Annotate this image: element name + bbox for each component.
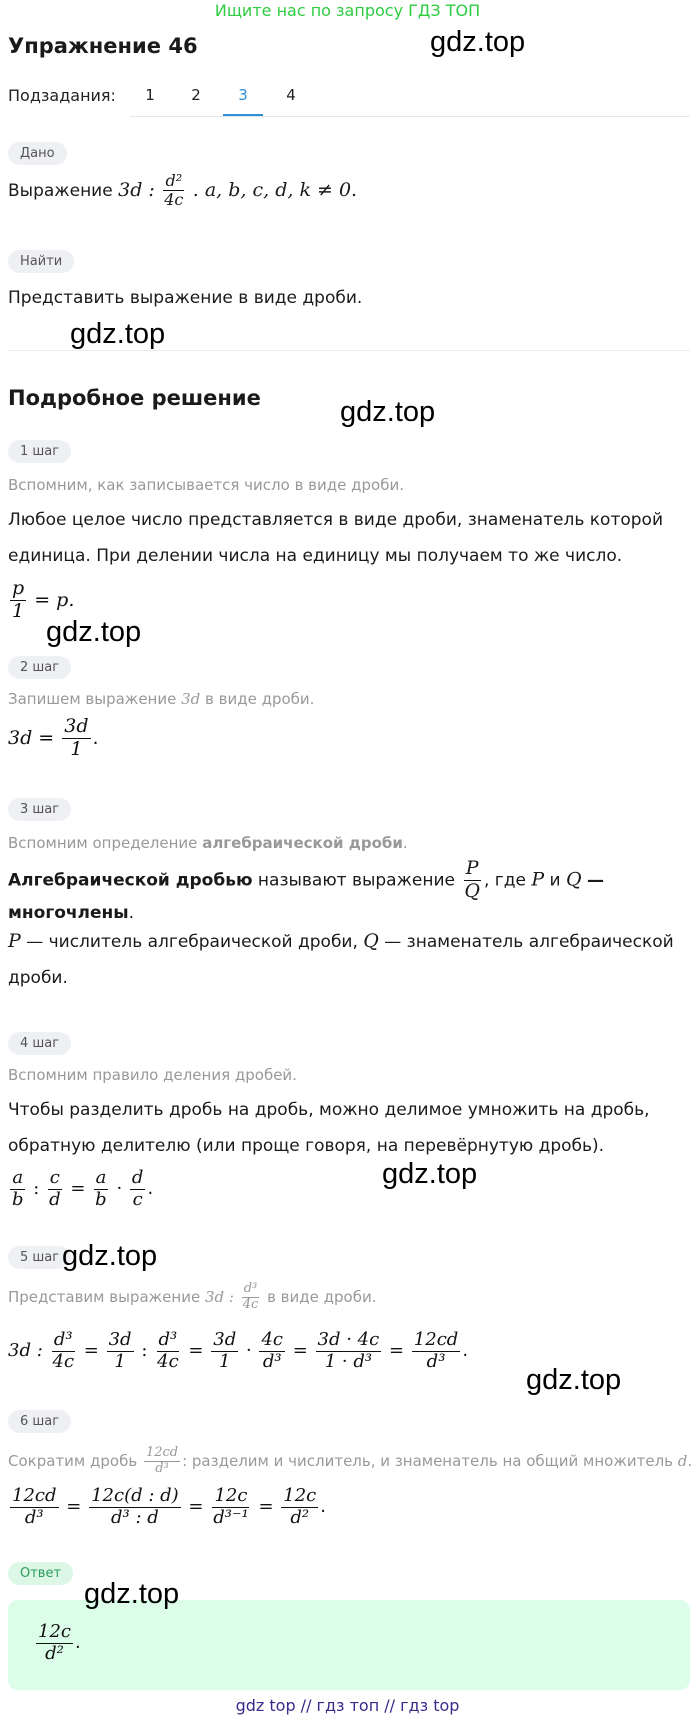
answer-end: . bbox=[75, 1632, 81, 1654]
s6-f3-num: 12c bbox=[214, 1485, 248, 1506]
step-2-fraction bbox=[62, 716, 90, 761]
s6-eq1: = bbox=[66, 1496, 82, 1518]
step-5-hint-fraction bbox=[241, 1282, 261, 1313]
answer-box bbox=[8, 1600, 690, 1690]
step-3-fraction bbox=[462, 858, 482, 903]
answer-chip: Ответ bbox=[8, 1562, 73, 1585]
s5-eq3: = bbox=[292, 1340, 308, 1362]
step-2-dot: . bbox=[92, 726, 99, 749]
s5-op1: : bbox=[141, 1340, 148, 1362]
step-2-den: 1 bbox=[70, 737, 83, 760]
step-3-line2 bbox=[8, 930, 674, 952]
step-6-hint-post: : разделим и числитель, и знаменатель на общий множитель bbox=[182, 1451, 674, 1470]
watermark: gdz.top bbox=[340, 396, 436, 428]
s5-f1-num: d³ bbox=[53, 1329, 73, 1350]
given-frac-den: 4c bbox=[164, 190, 184, 210]
s4-f1 bbox=[10, 1168, 26, 1210]
step-3-line3: дроби. bbox=[8, 968, 68, 988]
s4-f2-num: c bbox=[49, 1167, 60, 1188]
step-3-def-after: , где bbox=[483, 870, 526, 891]
step-3-hint-bold: алгебраической дроби bbox=[202, 834, 403, 852]
tab-1[interactable]: 1 bbox=[145, 86, 155, 104]
s6-f3-den: d³⁻¹ bbox=[213, 1506, 249, 1528]
step-3-den: Q bbox=[464, 879, 480, 902]
answer-num: 12c bbox=[38, 1621, 71, 1642]
step-3-q: Q bbox=[566, 868, 582, 891]
s5-f7-den: d³ bbox=[426, 1350, 446, 1372]
step-4-formula bbox=[8, 1168, 153, 1210]
step-3-line2-p: P bbox=[8, 930, 21, 952]
step-3-line2-b: — знаменатель алгебраической bbox=[384, 932, 674, 952]
s5-f5 bbox=[259, 1330, 285, 1372]
s5-f5-num: 4c bbox=[261, 1329, 283, 1350]
find-chip: Найти bbox=[8, 250, 74, 273]
s6-eq2: = bbox=[188, 1496, 204, 1518]
s4-end: . bbox=[147, 1178, 154, 1200]
s5-f6 bbox=[316, 1330, 382, 1372]
watermark: gdz.top bbox=[62, 1240, 158, 1272]
s5-f3-den: 4c bbox=[157, 1350, 179, 1372]
step-3-def-end: . bbox=[128, 902, 135, 923]
step-1-den: 1 bbox=[12, 599, 25, 622]
step-1-chip: 1 шаг bbox=[8, 440, 71, 463]
s6-f1-den: d³ bbox=[24, 1506, 44, 1528]
step-6-hint-pre: Сократим дробь bbox=[8, 1451, 138, 1470]
step-3-definition bbox=[8, 858, 695, 923]
s6-f4 bbox=[281, 1486, 318, 1528]
s6-f4-den: d² bbox=[290, 1506, 310, 1528]
given-fraction bbox=[162, 172, 185, 210]
s5-f7-num: 12cd bbox=[413, 1329, 459, 1350]
step-5-hint-post: в виде дроби. bbox=[267, 1287, 377, 1306]
step-2-formula bbox=[8, 716, 99, 761]
s5-f3-num: d³ bbox=[158, 1329, 178, 1350]
s5-f2-num: 3d bbox=[108, 1329, 132, 1350]
step-3-hint-pre: Вспомним определение bbox=[8, 834, 198, 852]
step-5-hint-pre: Представим выражение bbox=[8, 1287, 201, 1306]
given-chip: Дано bbox=[8, 142, 67, 165]
step-2-hint bbox=[8, 690, 314, 708]
watermark: gdz.top bbox=[46, 616, 142, 648]
tab-3[interactable]: 3 bbox=[238, 86, 248, 104]
s4-f4 bbox=[130, 1168, 146, 1210]
step-1-hint: Вспомним, как записывается число в виде дроби. bbox=[8, 476, 404, 494]
step-5-hint bbox=[8, 1282, 376, 1313]
step-4-chip: 4 шаг bbox=[8, 1032, 71, 1055]
watermark: gdz.top bbox=[526, 1364, 622, 1396]
s5-f1 bbox=[51, 1330, 77, 1372]
tab-2[interactable]: 2 bbox=[191, 86, 201, 104]
s4-f3-den: b bbox=[95, 1188, 107, 1210]
given-prefix: Выражение bbox=[8, 180, 113, 201]
step-1-line2: единица. При делении числа на единицу мы получаем то же число. bbox=[8, 546, 623, 566]
find-text: Представить выражение в виде дроби. bbox=[8, 288, 363, 308]
step-3-def-bold: Алгебраической дробью bbox=[8, 870, 253, 891]
active-tab-indicator bbox=[223, 114, 263, 116]
step-2-num: 3d bbox=[64, 715, 89, 737]
search-banner[interactable]: Ищите нас по запросу ГДЗ ТОП bbox=[214, 1, 481, 20]
s5-eq4: = bbox=[388, 1340, 405, 1362]
step-3-hint-post: . bbox=[402, 834, 408, 852]
step-6-hint-end: . bbox=[687, 1451, 693, 1470]
step-4-hint: Вспомним правило деления дробей. bbox=[8, 1066, 297, 1084]
divider bbox=[8, 350, 690, 351]
step-3-def-mid: называют выражение bbox=[257, 870, 455, 891]
s5-f5-den: d³ bbox=[262, 1350, 282, 1372]
given-lhs: 3d : bbox=[118, 178, 155, 201]
step-3-hint bbox=[8, 834, 408, 852]
s5-f4 bbox=[211, 1330, 238, 1372]
footer-links[interactable]: gdz top // гдз топ // гдз top bbox=[235, 1696, 460, 1715]
s6-f2-num: 12c(d : d) bbox=[91, 1485, 179, 1506]
answer-den: d² bbox=[45, 1642, 64, 1664]
s5-f4-den: 1 bbox=[219, 1350, 231, 1372]
step-1-num: p bbox=[12, 577, 25, 599]
step-3-dash-bold: — многочлены bbox=[8, 870, 604, 923]
solution-title: Подробное решение bbox=[8, 386, 261, 410]
watermark: gdz.top bbox=[70, 318, 166, 350]
step-5-chip: 5 шаг bbox=[8, 1246, 71, 1269]
answer-fraction bbox=[36, 1622, 73, 1664]
step-1-line1: Любое целое число представляется в виде дроби, знаменатель которой bbox=[8, 510, 663, 530]
s5-f3 bbox=[155, 1330, 181, 1372]
given-line bbox=[8, 172, 357, 210]
s5-end: . bbox=[462, 1340, 469, 1362]
step-6-formula bbox=[8, 1486, 326, 1528]
s6-f2 bbox=[89, 1486, 181, 1528]
s5-eq1: = bbox=[83, 1340, 99, 1362]
tab-4[interactable]: 4 bbox=[286, 86, 296, 104]
s6-eq3: = bbox=[258, 1496, 274, 1518]
s4-eq: = bbox=[70, 1178, 86, 1200]
s5-f2 bbox=[107, 1330, 134, 1372]
s5-a: 3d : bbox=[8, 1340, 43, 1362]
s4-f2 bbox=[47, 1168, 63, 1210]
step-6-hint-num: 12cd bbox=[145, 1445, 179, 1460]
s4-op2: · bbox=[116, 1178, 123, 1200]
step-2-hint-pre: Запишем выражение bbox=[8, 690, 177, 708]
s5-f1-den: 4c bbox=[52, 1350, 75, 1372]
step-5-hint-math: 3d : bbox=[204, 1287, 234, 1306]
step-3-and: и bbox=[549, 870, 561, 891]
step-4-line1: Чтобы разделить дробь на дробь, можно делимое умножить на дробь, bbox=[8, 1100, 650, 1120]
s5-f6-num: 3d · 4c bbox=[317, 1329, 380, 1350]
given-frac-num: d² bbox=[165, 171, 183, 190]
step-5-hint-num: d³ bbox=[243, 1281, 258, 1296]
step-5-hint-den: 4c bbox=[242, 1296, 259, 1312]
s6-f2-den: d³ : d bbox=[110, 1506, 159, 1528]
s4-f3-num: a bbox=[95, 1167, 107, 1188]
subtasks-tabs bbox=[130, 78, 690, 117]
s4-f2-den: d bbox=[49, 1188, 61, 1210]
answer-formula bbox=[34, 1622, 81, 1664]
step-3-num: P bbox=[465, 857, 479, 879]
watermark: gdz.top bbox=[430, 26, 526, 58]
s5-f2-den: 1 bbox=[114, 1350, 126, 1372]
step-2-chip: 2 шаг bbox=[8, 656, 71, 679]
step-3-line2-a: — числитель алгебраической дроби, bbox=[26, 932, 358, 952]
step-6-chip: 6 шаг bbox=[8, 1410, 71, 1433]
step-2-hint-post: в виде дроби. bbox=[205, 690, 315, 708]
step-6-hint bbox=[8, 1446, 692, 1477]
s6-end: . bbox=[320, 1496, 326, 1518]
watermark: gdz.top bbox=[382, 1158, 478, 1190]
s4-f4-den: c bbox=[132, 1188, 143, 1210]
s5-f6-den: 1 · d³ bbox=[324, 1350, 373, 1372]
s5-op2: · bbox=[245, 1340, 252, 1362]
s5-eq2: = bbox=[188, 1340, 204, 1362]
watermark: gdz.top bbox=[84, 1578, 180, 1610]
s4-f4-num: d bbox=[131, 1167, 144, 1188]
s4-f1-num: a bbox=[12, 1167, 24, 1188]
step-6-hint-var: d bbox=[677, 1451, 688, 1470]
s6-f1 bbox=[10, 1486, 59, 1528]
s6-f1-num: 12cd bbox=[12, 1485, 57, 1506]
given-condition: . a, b, c, d, k ≠ 0. bbox=[192, 178, 358, 201]
s6-f4-num: 12c bbox=[283, 1485, 317, 1506]
s6-f3 bbox=[211, 1486, 250, 1528]
step-2-hint-math: 3d bbox=[181, 690, 201, 708]
subtasks-label: Подзадания: bbox=[8, 86, 116, 105]
page-title: Упражнение 46 bbox=[8, 34, 198, 58]
step-4-line2: обратную делителю (или проще говоря, на перевёрнутую дробь). bbox=[8, 1136, 605, 1156]
step-1-rest: = p. bbox=[34, 588, 75, 611]
s4-op1: : bbox=[33, 1178, 40, 1200]
step-3-p: P bbox=[531, 868, 545, 891]
step-5-formula bbox=[8, 1330, 468, 1372]
step-1-fraction bbox=[10, 578, 26, 623]
s5-f7 bbox=[412, 1330, 461, 1372]
step-3-line2-q: Q bbox=[363, 930, 379, 952]
step-6-hint-fraction bbox=[144, 1446, 180, 1477]
s4-f3 bbox=[93, 1168, 109, 1210]
step-2-lhs: 3d = bbox=[8, 726, 55, 749]
s5-f4-num: 3d bbox=[213, 1329, 237, 1350]
step-3-chip: 3 шаг bbox=[8, 798, 71, 821]
s4-f1-den: b bbox=[12, 1188, 24, 1210]
step-6-hint-den: d³ bbox=[155, 1460, 169, 1476]
